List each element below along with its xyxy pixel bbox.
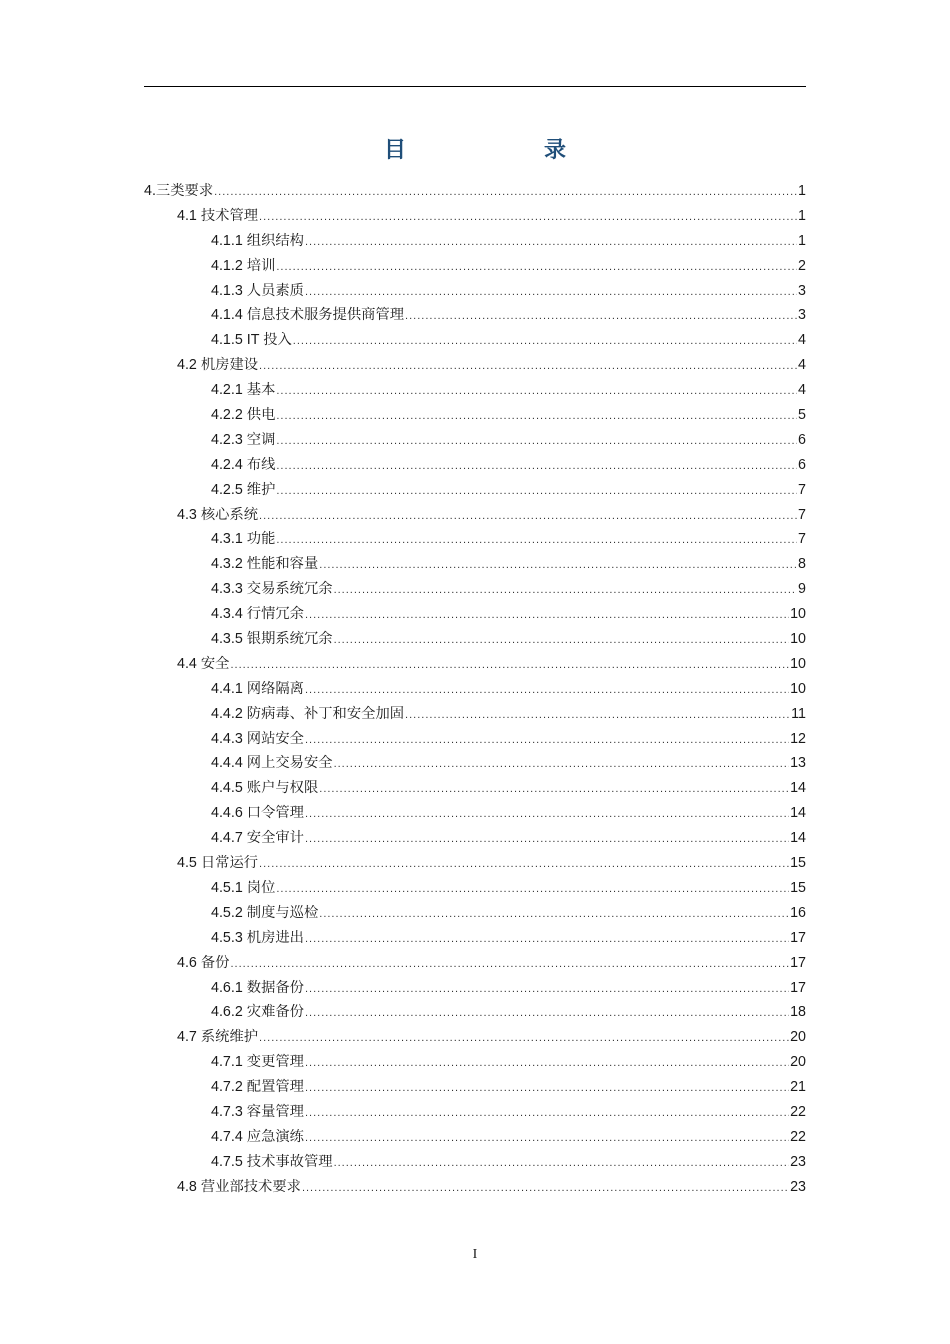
- toc-entry-page-number: 6: [798, 456, 806, 473]
- toc-entry-page-number: 15: [790, 879, 806, 896]
- toc-entry-label: 4.6 备份: [177, 954, 230, 971]
- toc-entry-label: 4.2 机房建设: [177, 357, 259, 374]
- toc-entry-label: 4.4.4 网上交易安全: [211, 755, 333, 772]
- toc-entry[interactable]: [144, 776, 806, 801]
- toc-entry-label: 4.5.2 制度与巡检: [211, 904, 319, 921]
- toc-dot-leader: [230, 952, 789, 977]
- toc-dot-leader: [293, 329, 797, 354]
- toc-dot-leader: [276, 404, 797, 429]
- toc-dot-leader: [302, 1176, 789, 1201]
- toc-entry[interactable]: [144, 503, 806, 528]
- toc-dot-leader: [305, 977, 789, 1002]
- toc-entry-page-number: 3: [798, 307, 806, 324]
- toc-entry-page-number: 7: [798, 481, 806, 498]
- toc-entry-label: 4.7.1 变更管理: [211, 1054, 304, 1071]
- toc-entry[interactable]: [144, 403, 806, 428]
- toc-entry-page-number: 1: [798, 183, 806, 199]
- toc-entry-label: 4.1.5 IT 投入: [211, 332, 292, 349]
- toc-entry[interactable]: [144, 204, 806, 229]
- toc-dot-leader: [334, 578, 797, 603]
- toc-entry-page-number: 22: [790, 1128, 806, 1145]
- toc-entry-page-number: 4: [798, 357, 806, 374]
- toc-entry[interactable]: [144, 478, 806, 503]
- toc-entry-label: 4.2.5 维护: [211, 481, 276, 498]
- toc-entry-page-number: 8: [798, 556, 806, 573]
- toc-entry[interactable]: [144, 577, 806, 602]
- toc-entry-page-number: 17: [790, 979, 806, 996]
- toc-entry[interactable]: [144, 727, 806, 752]
- toc-entry-label: 4.2.2 供电: [211, 407, 276, 424]
- toc-entry-label: 4.6.1 数据备份: [211, 979, 304, 996]
- toc-dot-leader: [405, 703, 790, 728]
- toc-entry[interactable]: [144, 826, 806, 851]
- toc-entry-page-number: 14: [790, 805, 806, 822]
- toc-entry-label: 4.5.1 岗位: [211, 879, 276, 896]
- toc-entry[interactable]: [144, 951, 806, 976]
- toc-entry-label: 4.5.3 机房进出: [211, 929, 304, 946]
- toc-entry-page-number: 9: [798, 581, 806, 598]
- toc-entry[interactable]: [144, 254, 806, 279]
- toc-entry[interactable]: [144, 1025, 806, 1050]
- toc-entry-page-number: 16: [790, 904, 806, 921]
- toc-entry-label: 4.1.4 信息技术服务提供商管理: [211, 307, 405, 324]
- toc-entry[interactable]: [144, 677, 806, 702]
- toc-dot-leader: [276, 528, 797, 553]
- toc-dot-leader: [319, 553, 797, 578]
- toc-entry-label: 4.8 营业部技术要求: [177, 1178, 301, 1195]
- toc-entry-page-number: 12: [790, 730, 806, 747]
- toc-entry[interactable]: [144, 378, 806, 403]
- toc-dot-leader: [259, 504, 797, 529]
- toc-dot-leader: [305, 1001, 789, 1026]
- toc-entry-label: 4.3 核心系统: [177, 506, 259, 523]
- toc-entry[interactable]: [144, 801, 806, 826]
- toc-dot-leader: [305, 230, 797, 255]
- toc-dot-leader: [305, 927, 789, 952]
- toc-entry[interactable]: [144, 1075, 806, 1100]
- toc-entry-page-number: 20: [790, 1029, 806, 1046]
- toc-dot-leader: [334, 752, 790, 777]
- toc-entry-label: 4.4.2 防病毒、补丁和安全加固: [211, 705, 405, 722]
- toc-entry-label: 4.5 日常运行: [177, 855, 259, 872]
- toc-entry-label: 4.7.2 配置管理: [211, 1079, 304, 1096]
- toc-dot-leader: [334, 628, 790, 653]
- toc-entry-page-number: 7: [798, 531, 806, 548]
- toc-entry[interactable]: [144, 1100, 806, 1125]
- toc-dot-leader: [259, 205, 797, 230]
- toc-dot-leader: [305, 827, 789, 852]
- toc-entry-page-number: 14: [790, 780, 806, 797]
- toc-entry-label: 4.4.3 网站安全: [211, 730, 304, 747]
- toc-entry-page-number: 20: [790, 1054, 806, 1071]
- toc-dot-leader: [305, 1101, 789, 1126]
- toc-entry-label: 4.1 技术管理: [177, 207, 259, 224]
- toc-entry-page-number: 6: [798, 431, 806, 448]
- toc-entry[interactable]: [144, 702, 806, 727]
- toc-entry-page-number: 4: [798, 382, 806, 399]
- toc-entry-page-number: 17: [790, 954, 806, 971]
- toc-entry[interactable]: [144, 552, 806, 577]
- toc-entry-label: 4.7.4 应急演练: [211, 1128, 304, 1145]
- toc-entry-label: 4.6.2 灾难备份: [211, 1004, 304, 1021]
- toc-entry-page-number: 1: [798, 232, 806, 249]
- toc-entry[interactable]: [144, 428, 806, 453]
- toc-entry-page-number: 3: [798, 282, 806, 299]
- toc-dot-leader: [319, 902, 789, 927]
- toc-entry[interactable]: [144, 179, 806, 204]
- toc-entry-label: 4.4 安全: [177, 655, 230, 672]
- toc-entry-page-number: 10: [790, 655, 806, 672]
- toc-entry-page-number: 7: [798, 506, 806, 523]
- toc-dot-leader: [305, 678, 789, 703]
- toc-entry-label: 4.3.2 性能和容量: [211, 556, 319, 573]
- toc-entry-label: 4.4.6 口令管理: [211, 805, 304, 822]
- toc-entry-label: 4.1.2 培训: [211, 257, 276, 274]
- toc-entry-label: 4.3.4 行情冗余: [211, 606, 304, 623]
- toc-dot-leader: [305, 1051, 789, 1076]
- toc-dot-leader: [305, 728, 789, 753]
- toc-entry-label: 4.4.5 账户与权限: [211, 780, 319, 797]
- toc-entry-page-number: 13: [790, 755, 806, 772]
- header-rule: [144, 86, 806, 87]
- toc-entry-label: 4.三类要求: [144, 183, 214, 199]
- toc-dot-leader: [259, 852, 789, 877]
- page-number: I: [472, 1247, 478, 1262]
- toc-dot-leader: [259, 354, 797, 379]
- toc-dot-leader: [276, 454, 797, 479]
- toc-dot-leader: [276, 877, 789, 902]
- toc-entry[interactable]: [144, 926, 806, 951]
- toc-entry[interactable]: [144, 1150, 806, 1175]
- toc-entry[interactable]: [144, 229, 806, 254]
- toc-entry-page-number: 15: [790, 855, 806, 872]
- toc-entry[interactable]: [144, 353, 806, 378]
- toc-dot-leader: [276, 479, 797, 504]
- toc-entry-page-number: 10: [790, 631, 806, 648]
- table-of-contents: [144, 179, 806, 1200]
- toc-entry-label: 4.4.1 网络隔离: [211, 680, 304, 697]
- toc-dot-leader: [259, 1026, 789, 1051]
- toc-dot-leader: [334, 1151, 790, 1176]
- toc-entry-page-number: 1: [798, 207, 806, 224]
- toc-entry-page-number: 11: [791, 705, 806, 722]
- toc-dot-leader: [305, 1126, 789, 1151]
- toc-entry[interactable]: [144, 279, 806, 304]
- toc-dot-leader: [276, 255, 797, 280]
- toc-entry-page-number: 10: [790, 680, 806, 697]
- toc-entry-label: 4.1.3 人员素质: [211, 282, 304, 299]
- toc-entry-label: 4.3.3 交易系统冗余: [211, 581, 333, 598]
- toc-entry-label: 4.2.3 空调: [211, 431, 276, 448]
- toc-entry-page-number: 2: [798, 257, 806, 274]
- toc-dot-leader: [276, 429, 797, 454]
- toc-entry-page-number: 21: [790, 1079, 806, 1096]
- toc-entry-page-number: 4: [798, 332, 806, 349]
- toc-dot-leader: [214, 180, 797, 205]
- toc-entry[interactable]: [144, 851, 806, 876]
- toc-entry[interactable]: [144, 527, 806, 552]
- toc-entry[interactable]: [144, 303, 806, 328]
- toc-entry[interactable]: [144, 901, 806, 926]
- toc-entry[interactable]: [144, 1000, 806, 1025]
- toc-entry[interactable]: [144, 1125, 806, 1150]
- toc-entry-label: 4.2.4 布线: [211, 456, 276, 473]
- toc-dot-leader: [405, 304, 797, 329]
- toc-entry[interactable]: [144, 976, 806, 1001]
- toc-dot-leader: [276, 379, 797, 404]
- toc-dot-leader: [230, 653, 789, 678]
- toc-entry[interactable]: [144, 627, 806, 652]
- toc-entry[interactable]: [144, 1050, 806, 1075]
- toc-entry[interactable]: [144, 602, 806, 627]
- toc-entry[interactable]: [144, 328, 806, 353]
- toc-entry-page-number: 18: [790, 1004, 806, 1021]
- toc-entry-label: 4.3.1 功能: [211, 531, 276, 548]
- toc-entry[interactable]: [144, 453, 806, 478]
- toc-entry-page-number: 10: [790, 606, 806, 623]
- toc-entry[interactable]: [144, 652, 806, 677]
- toc-entry-page-number: 22: [790, 1103, 806, 1120]
- toc-dot-leader: [305, 280, 797, 305]
- toc-dot-leader: [319, 777, 789, 802]
- toc-dot-leader: [305, 603, 789, 628]
- toc-entry-label: 4.7.5 技术事故管理: [211, 1153, 333, 1170]
- page-title: 目 录: [383, 137, 624, 163]
- toc-dot-leader: [305, 1076, 789, 1101]
- toc-entry-page-number: 23: [790, 1153, 806, 1170]
- toc-dot-leader: [305, 802, 789, 827]
- toc-entry-page-number: 14: [790, 830, 806, 847]
- toc-entry-label: 4.3.5 银期系统冗余: [211, 631, 333, 648]
- toc-entry-page-number: 17: [790, 929, 806, 946]
- toc-entry[interactable]: [144, 751, 806, 776]
- toc-entry-page-number: 5: [798, 407, 806, 424]
- toc-entry-label: 4.7.3 容量管理: [211, 1103, 304, 1120]
- toc-entry-label: 4.1.1 组织结构: [211, 232, 304, 249]
- toc-entry[interactable]: [144, 876, 806, 901]
- toc-entry-page-number: 23: [790, 1178, 806, 1195]
- toc-entry[interactable]: [144, 1175, 806, 1200]
- toc-entry-label: 4.2.1 基本: [211, 382, 276, 399]
- toc-entry-label: 4.4.7 安全审计: [211, 830, 304, 847]
- toc-entry-label: 4.7 系统维护: [177, 1029, 259, 1046]
